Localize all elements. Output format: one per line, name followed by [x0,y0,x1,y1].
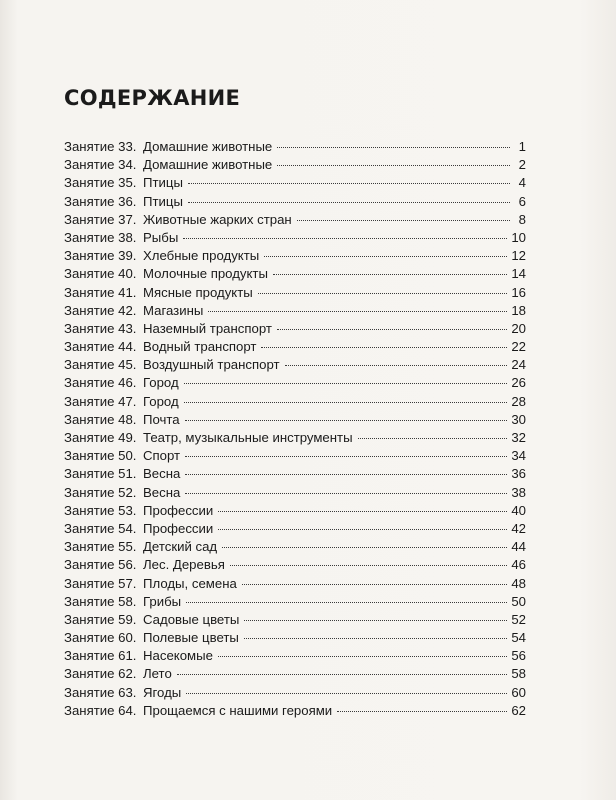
toc-entry [64,211,526,229]
toc-entry [64,447,526,465]
dot-leader [358,438,508,439]
toc-topic: Спорт [143,448,181,464]
toc-lesson-number: Занятие 39. [64,248,137,264]
toc-page-number: 56 [511,648,526,664]
toc-lesson-number: Занятие 48. [64,411,137,427]
toc-entry [64,575,526,593]
toc-topic: Домашние животные [143,139,273,154]
toc-topic: Театр, музыкальные инструменты [143,430,353,445]
toc-topic: Грибы [143,593,182,609]
toc-lesson-number: Занятие 47. [64,393,137,409]
toc-topic: Птицы [143,193,183,209]
dot-leader [230,565,507,566]
dot-leader [188,202,510,203]
toc-lesson-number: Занятие 50. [64,448,137,464]
toc-entry [64,320,526,338]
toc-page-number: 6 [518,193,526,209]
toc-page-number: 52 [511,611,526,627]
toc-lesson-number: Занятие 58. [64,593,137,609]
toc-page-number: 54 [511,630,526,646]
dot-leader [186,602,507,603]
dot-leader [208,311,507,312]
toc-entry [64,411,526,429]
page-title: СОДЕРЖАНИЕ [64,86,241,110]
toc-page-number: 28 [511,393,526,409]
toc-entry [64,465,526,483]
toc-entry [64,702,526,720]
toc-topic: Полевые цветы [143,630,239,646]
dot-leader [277,165,510,166]
toc-page-number: 10 [511,229,526,245]
toc-entry [64,374,526,392]
dot-leader [261,347,507,348]
dot-leader [186,693,507,694]
dot-leader [218,656,507,657]
toc-entry [64,356,526,374]
toc-page-number: 24 [511,357,526,373]
dot-leader [188,183,510,184]
toc-entry [64,284,526,302]
dot-leader [277,329,507,330]
dot-leader [244,620,507,621]
dot-leader [177,674,508,675]
toc-entry [64,556,526,574]
toc-topic: Детский сад [143,539,218,555]
toc-topic: Весна [143,466,181,482]
toc-entry [64,684,526,702]
dot-leader [184,383,508,384]
toc-lesson-number: Занятие 42. [64,302,137,318]
toc-page-number: 8 [518,211,526,227]
toc-entry [64,484,526,502]
toc-page-number: 18 [511,302,526,318]
table-of-contents [64,138,526,720]
toc-lesson-number: Занятие 53. [64,502,137,518]
toc-lesson-number: Занятие 59. [64,611,137,627]
toc-entry [64,393,526,411]
toc-topic: Птицы [143,175,183,191]
toc-entry [64,538,526,556]
toc-lesson-number: Занятие 40. [64,266,137,282]
toc-topic: Город [143,393,179,409]
dot-leader [273,274,507,275]
toc-page-number: 12 [511,248,526,264]
toc-topic: Хлебные продукты [143,248,260,264]
dot-leader [244,638,507,639]
toc-lesson-number: Занятие 37. [64,211,137,227]
toc-topic: Наземный транспорт [143,320,272,336]
toc-page-number: 48 [511,575,526,591]
toc-page-number: 34 [511,448,526,464]
toc-lesson-number: Занятие 64. [64,702,137,718]
dot-leader [218,529,507,530]
toc-topic: Насекомые [143,648,213,664]
dot-leader [264,256,507,257]
toc-entry [64,520,526,538]
toc-entry [64,174,526,192]
toc-topic: Воздушный транспорт [143,357,280,373]
toc-topic: Домашние животные [143,157,273,173]
toc-page-number: 20 [511,320,526,336]
toc-lesson-number: Занятие 38. [64,229,137,245]
dot-leader [297,220,510,221]
toc-topic: Лето [143,666,172,682]
toc-lesson-number: Занятие 35. [64,175,137,191]
toc-topic: Молочные продукты [143,266,268,282]
toc-topic: Лес. Деревья [143,557,225,573]
dot-leader [285,365,508,366]
toc-page-number: 32 [511,430,526,445]
toc-page-number: 60 [511,684,526,700]
toc-lesson-number: Занятие 54. [64,520,137,536]
toc-entry [64,629,526,647]
toc-entry [64,647,526,665]
toc-entry [64,193,526,211]
toc-lesson-number: Занятие 45. [64,357,137,373]
dot-leader [277,147,510,148]
toc-entry [64,247,526,265]
dot-leader [185,420,508,421]
toc-page-number: 40 [511,502,526,518]
dot-leader [185,456,507,457]
toc-page-number: 62 [511,702,526,718]
toc-topic: Плоды, семена [143,575,237,591]
toc-entry [64,156,526,174]
toc-lesson-number: Занятие 43. [64,320,137,336]
toc-topic: Мясные продукты [143,284,253,300]
toc-lesson-number: Занятие 63. [64,684,137,700]
dot-leader [184,402,508,403]
toc-lesson-number: Занятие 33. [64,139,137,154]
toc-lesson-number: Занятие 46. [64,375,137,391]
toc-lesson-number: Занятие 36. [64,193,137,209]
toc-lesson-number: Занятие 57. [64,575,137,591]
toc-page-number: 4 [518,175,526,191]
dot-leader [185,493,507,494]
toc-page-number: 22 [511,339,526,355]
toc-topic: Животные жарких стран [143,211,292,227]
toc-topic: Почта [143,411,180,427]
toc-entry [64,593,526,611]
toc-lesson-number: Занятие 52. [64,484,137,500]
toc-lesson-number: Занятие 34. [64,157,137,173]
dot-leader [185,474,507,475]
toc-page-number: 36 [511,466,526,482]
toc-entry [64,265,526,283]
toc-topic: Прощаемся с нашими героями [143,702,333,718]
toc-entry [64,302,526,320]
toc-topic: Профессии [143,520,214,536]
toc-page-number: 46 [511,557,526,573]
toc-topic: Рыбы [143,229,179,245]
toc-page-number: 44 [511,539,526,555]
toc-entry [64,338,526,356]
dot-leader [258,293,508,294]
toc-topic: Водный транспорт [143,339,257,355]
toc-page-number: 2 [518,157,526,173]
toc-lesson-number: Занятие 55. [64,539,137,555]
toc-lesson-number: Занятие 51. [64,466,137,482]
toc-topic: Профессии [143,502,214,518]
toc-entry [64,665,526,683]
toc-topic: Магазины [143,302,204,318]
dot-leader [242,584,508,585]
toc-page-number: 38 [511,484,526,500]
toc-page-number: 16 [511,284,526,300]
toc-page-number: 1 [518,139,526,154]
toc-page-number: 30 [511,411,526,427]
toc-topic: Ягоды [143,684,182,700]
toc-lesson-number: Занятие 62. [64,666,137,682]
toc-lesson-number: Занятие 41. [64,284,137,300]
toc-topic: Садовые цветы [143,611,240,627]
toc-page-number: 26 [511,375,526,391]
toc-entry [64,611,526,629]
toc-lesson-number: Занятие 44. [64,339,137,355]
toc-topic: Город [143,375,179,391]
toc-page-number: 42 [511,520,526,536]
toc-entry [64,502,526,520]
toc-topic: Весна [143,484,181,500]
dot-leader [218,511,507,512]
toc-page-number: 50 [511,593,526,609]
toc-entry [64,138,526,156]
toc-entry [64,229,526,247]
toc-lesson-number: Занятие 61. [64,648,137,664]
toc-page-number: 14 [511,266,526,282]
toc-lesson-number: Занятие 49. [64,430,137,445]
dot-leader [183,238,507,239]
toc-lesson-number: Занятие 60. [64,630,137,646]
toc-lesson-number: Занятие 56. [64,557,137,573]
dot-leader [337,711,507,712]
toc-page-number: 58 [511,666,526,682]
dot-leader [222,547,507,548]
toc-entry [64,429,526,447]
